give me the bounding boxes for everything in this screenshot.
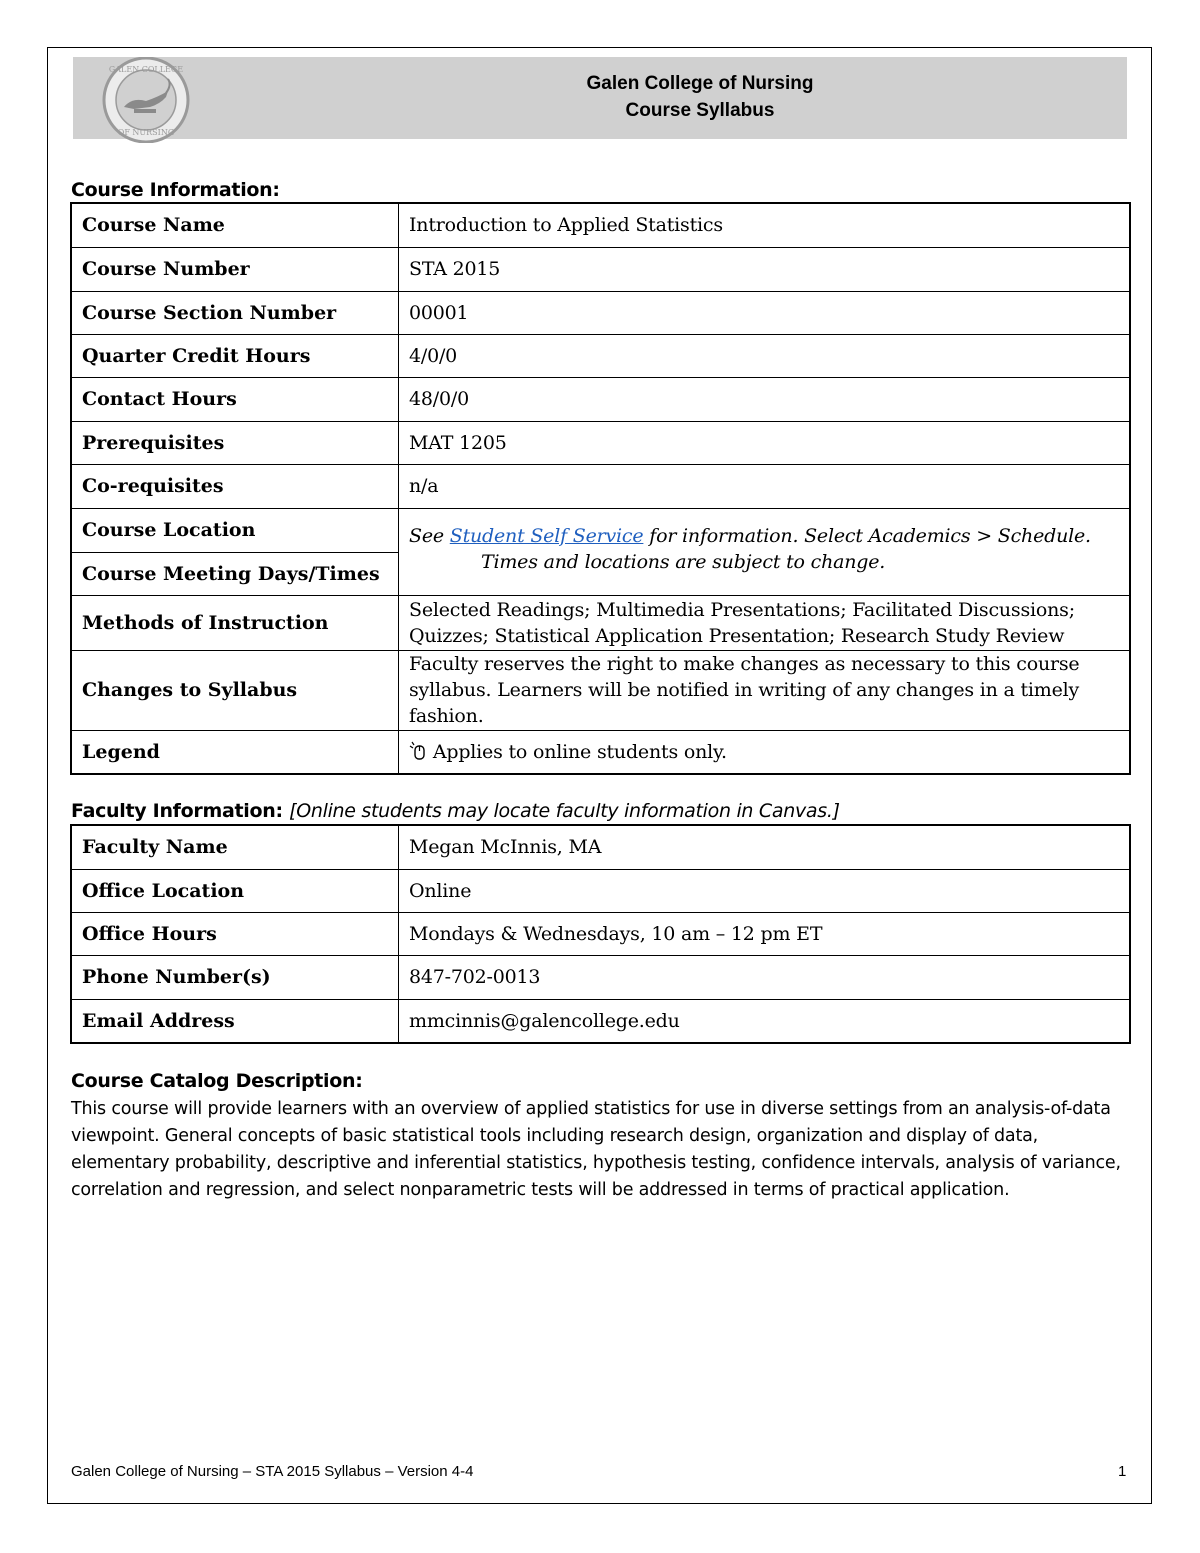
table-row: [71, 999, 1130, 1043]
row-value: 847-702-0013: [399, 955, 1131, 999]
legend-text: Applies to online students only.: [432, 740, 727, 763]
location-prefix: See: [409, 524, 450, 547]
table-row: [71, 377, 1130, 421]
course-location-value: [399, 508, 1131, 595]
row-label: Office Hours: [71, 912, 399, 955]
course-location-label: Course Location: [71, 508, 399, 552]
course-info-label: Course Information:: [71, 179, 280, 201]
table-row: [71, 464, 1130, 508]
svg-text:GALEN COLLEGE: GALEN COLLEGE: [108, 65, 184, 74]
legend-value: [399, 730, 1131, 774]
table-row: [71, 421, 1130, 464]
row-value: Introduction to Applied Statistics: [399, 203, 1131, 247]
header-title-line2: Course Syllabus: [625, 100, 775, 121]
college-seal-logo: [88, 57, 204, 143]
row-value: 48/0/0: [399, 377, 1131, 421]
faculty-info-table: [70, 824, 1131, 1044]
methods-value: Selected Readings; Multimedia Presentations; Facilitated Discussions; Quizzes; Statistical Application Presentation; Research Study Review: [399, 595, 1131, 650]
row-label: Prerequisites: [71, 421, 399, 464]
row-value: 00001: [399, 291, 1131, 334]
changes-value: Faculty reserves the right to make changes as necessary to this course syllabus. Learners will be notified in writing of any changes in a timely fashion.: [399, 650, 1131, 730]
header-band: [73, 57, 1127, 139]
catalog-label: Course Catalog Description:: [71, 1070, 363, 1092]
row-value: STA 2015: [399, 247, 1131, 291]
table-row: [71, 508, 1130, 552]
faculty-info-label: [71, 800, 840, 822]
faculty-info-note: [Online students may locate faculty information in Canvas.]: [289, 800, 840, 822]
row-label: Phone Number(s): [71, 955, 399, 999]
location-note: Times and locations are subject to change.: [481, 550, 886, 573]
header-title-line1: Galen College of Nursing: [586, 73, 814, 94]
table-row: [71, 955, 1130, 999]
table-row: [71, 869, 1130, 912]
legend-label: Legend: [71, 730, 399, 774]
row-label: Course Name: [71, 203, 399, 247]
table-row: [71, 825, 1130, 869]
table-row: [71, 291, 1130, 334]
table-row: [71, 334, 1130, 377]
row-label: Co-requisites: [71, 464, 399, 508]
location-suffix: for information. Select Academics > Schedule.: [643, 524, 1091, 547]
row-value: Mondays & Wednesdays, 10 am – 12 pm ET: [399, 912, 1131, 955]
footer-text: Galen College of Nursing – STA 2015 Syllabus – Version 4-4: [71, 1463, 474, 1480]
table-row: [71, 650, 1130, 730]
row-label: Course Number: [71, 247, 399, 291]
row-value: mmcinnis@galencollege.edu: [399, 999, 1131, 1043]
table-row: [71, 247, 1130, 291]
catalog-description: This course will provide learners with an overview of applied statistics for use in diverse settings from an analysis-of-data viewpoint. General concepts of basic statistical tools including research design, organization and display of data, elementary probability, descriptive and inferential statistics, hypothesis testing, confidence intervals, analysis of variance, correlation and regression, and select nonparametric tests will be addressed in terms of practical application.: [71, 1099, 1121, 1200]
row-value: 4/0/0: [399, 334, 1131, 377]
table-row: [71, 730, 1130, 774]
row-label: Course Section Number: [71, 291, 399, 334]
row-label: Contact Hours: [71, 377, 399, 421]
row-value: MAT 1205: [399, 421, 1131, 464]
row-value: n/a: [399, 464, 1131, 508]
methods-label: Methods of Instruction: [71, 595, 399, 650]
row-value: Megan McInnis, MA: [399, 825, 1131, 869]
table-row: [71, 912, 1130, 955]
row-value: Online: [399, 869, 1131, 912]
mouse-click-icon: [409, 741, 427, 761]
changes-label: Changes to Syllabus: [71, 650, 399, 730]
row-label: Quarter Credit Hours: [71, 334, 399, 377]
course-meeting-label: Course Meeting Days/Times: [71, 552, 399, 595]
student-self-service-link[interactable]: Student Self Service: [449, 524, 644, 547]
table-row: [71, 203, 1130, 247]
row-label: Office Location: [71, 869, 399, 912]
page-number: 1: [1118, 1463, 1127, 1480]
faculty-info-title: Faculty Information:: [71, 800, 283, 822]
svg-text:OF NURSING: OF NURSING: [117, 128, 175, 137]
course-info-table: [70, 202, 1131, 775]
table-row: [71, 595, 1130, 650]
row-label: Email Address: [71, 999, 399, 1043]
row-label: Faculty Name: [71, 825, 399, 869]
